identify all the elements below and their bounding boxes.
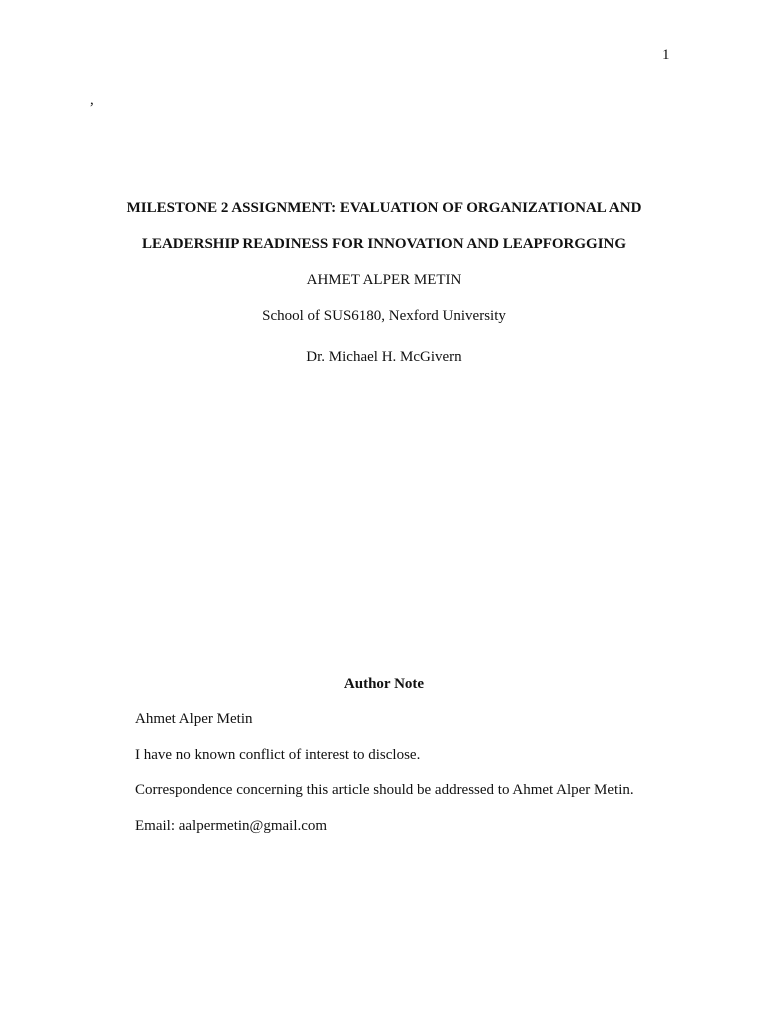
author-note-line: Ahmet Alper Metin: [135, 711, 253, 727]
author-note-line: I have no known conflict of interest to disclose.: [135, 747, 421, 763]
title-line-1: MILESTONE 2 ASSIGNMENT: EVALUATION OF ORGANIZATIONAL AND: [126, 200, 642, 216]
page-number: 1: [662, 47, 670, 63]
author-note-line: Correspondence concerning this article should be addressed to Ahmet Alper Metin.: [135, 782, 634, 798]
stray-comma: ,: [90, 92, 94, 108]
instructor-name: Dr. Michael H. McGivern: [306, 349, 462, 365]
author-note-heading: Author Note: [343, 676, 425, 692]
title-line-2: LEADERSHIP READINESS FOR INNOVATION AND LEAPFORGGING: [141, 236, 627, 252]
school-affiliation: School of SUS6180, Nexford University: [262, 308, 506, 324]
author-name: AHMET ALPER METIN: [306, 272, 462, 288]
author-note-email: Email: aalpermetin@gmail.com: [135, 818, 328, 834]
